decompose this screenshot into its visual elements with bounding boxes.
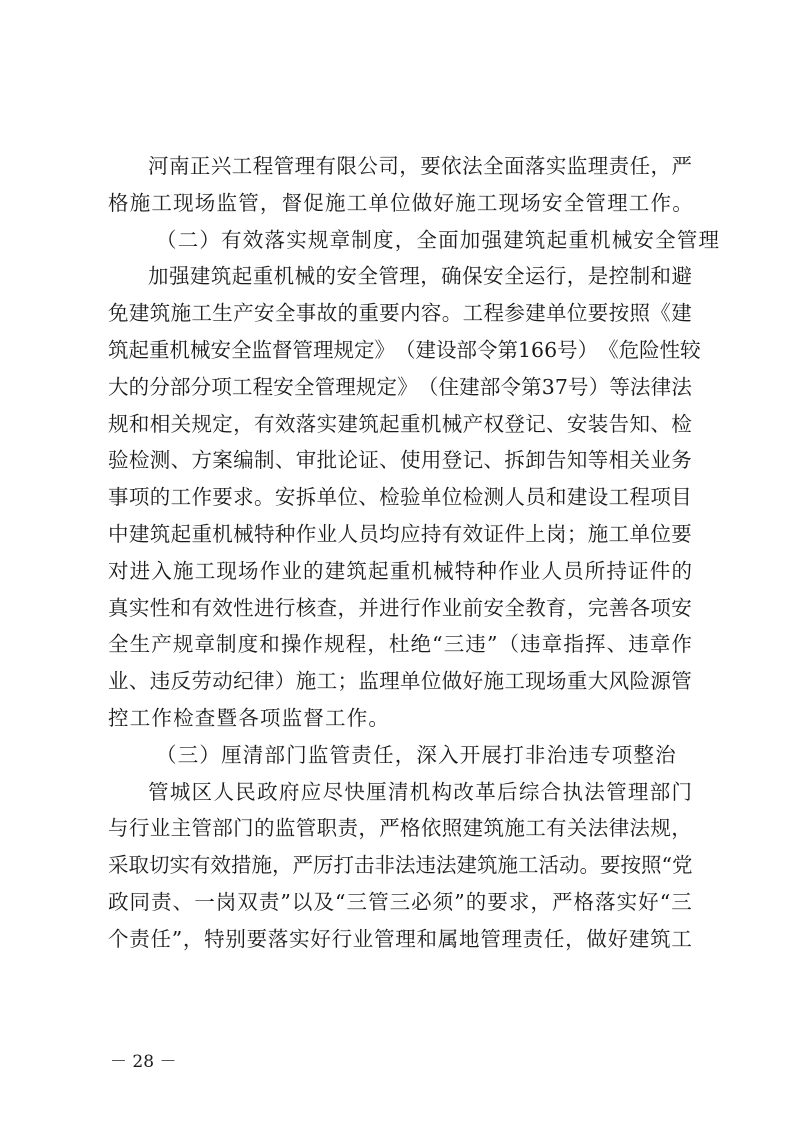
text-line: 与 行 业 主 管 部 门 的 监 管 职 责 ， 严 格 依 照 建 筑 施 工 有 关 法 律 法 规 ， <box>108 816 692 841</box>
text-line: 规 和 相 关 规 定 ， 有 效 落 实 建 筑 起 重 机 械 产 权 登 记 、 安 装 告 知 、 检 <box>108 411 692 436</box>
text-line: 事 项 的 工 作 要 求 。 安 拆 单 位 、 检 验 单 位 检 测 人 员 和 建 设 工 程 项 目 <box>108 485 692 510</box>
text-line: 个 责 任 ” ， 特 别 要 落 实 好 行 业 管 理 和 属 地 管 理 责 任 ， 做 好 建 筑 工 <box>108 926 692 951</box>
text-line: 大 的 分 部 分 项 工 程 安 全 管 理 规 定 》 （ 住 建 部 令 第 37 号 ） 等 法 律 法 <box>108 374 692 399</box>
text-line: 采 取 切 实 有 效 措 施 ， 严 厉 打 击 非 法 违 法 建 筑 施 工 活 动 。 要 按 照 “ 党 <box>108 853 693 878</box>
text-line: 免 建 筑 施 工 生 产 安 全 事 故 的 重 要 内 容 。 工 程 参 建 单 位 要 按 照 《 建 <box>108 301 692 326</box>
page-number: － 28 － <box>110 1052 177 1072</box>
text-line: 验 检 测 、 方 案 编 制 、 审 批 论 证 、 使 用 登 记 、 拆 卸 告 知 等 相 关 业 务 <box>108 448 692 473</box>
section-heading: （三）厘清部门监管责任，深入开展打非治违专项整治 <box>156 742 677 767</box>
text-line: 管 城 区 人 民 政 府 应 尽 快 厘 清 机 构 改 革 后 综 合 执 法 管 理 部 门 <box>148 779 692 804</box>
text-line: 政 同 责 、 一 岗 双 责 ” 以 及 “ 三 管 三 必 须 ” 的 要 求 ， 严 格 落 实 好 “ 三 <box>108 889 692 914</box>
text-line: 全 生 产 规 章 制 度 和 操 作 规 程 ， 杜 绝 “ 三 违 ” （ 违 章 指 挥 、 违 章 作 <box>108 632 692 657</box>
text-line: 中 建 筑 起 重 机 械 特 种 作 业 人 员 均 应 持 有 效 证 件 上 岗 ； 施 工 单 位 要 <box>108 521 692 546</box>
text-line: 格施工现场监管，督促施工单位做好施工现场安全管理工作。 <box>108 190 694 215</box>
text-line: 控工作检查暨各项监督工作。 <box>108 705 391 730</box>
text-line: 河 南 正 兴 工 程 管 理 有 限 公 司 ， 要 依 法 全 面 落 实 监 理 责 任 ， 严 <box>148 154 692 178</box>
text-line: 业 、 违 反 劳 动 纪 律 ） 施 工 ； 监 理 单 位 做 好 施 工 现 场 重 大 风 险 源 管 <box>108 669 692 694</box>
text-line: 筑 起 重 机 械 安 全 监 督 管 理 规 定 》 （ 建 设 部 令 第 166 号 ） 《 危 险 性 较 <box>108 337 701 362</box>
text-line: 真 实 性 和 有 效 性 进 行 核 查 ， 并 进 行 作 业 前 安 全 教 育 ， 完 善 各 项 安 <box>108 595 692 620</box>
text-line: 加 强 建 筑 起 重 机 械 的 安 全 管 理 ， 确 保 安 全 运 行 ， 是 控 制 和 避 <box>148 264 692 289</box>
text-line: 对 进 入 施 工 现 场 作 业 的 建 筑 起 重 机 械 特 种 作 业 人 员 所 持 证 件 的 <box>108 558 692 583</box>
section-heading: （二）有效落实规章制度，全面加强建筑起重机械安全管理 <box>156 227 721 252</box>
body-text <box>108 148 721 958</box>
